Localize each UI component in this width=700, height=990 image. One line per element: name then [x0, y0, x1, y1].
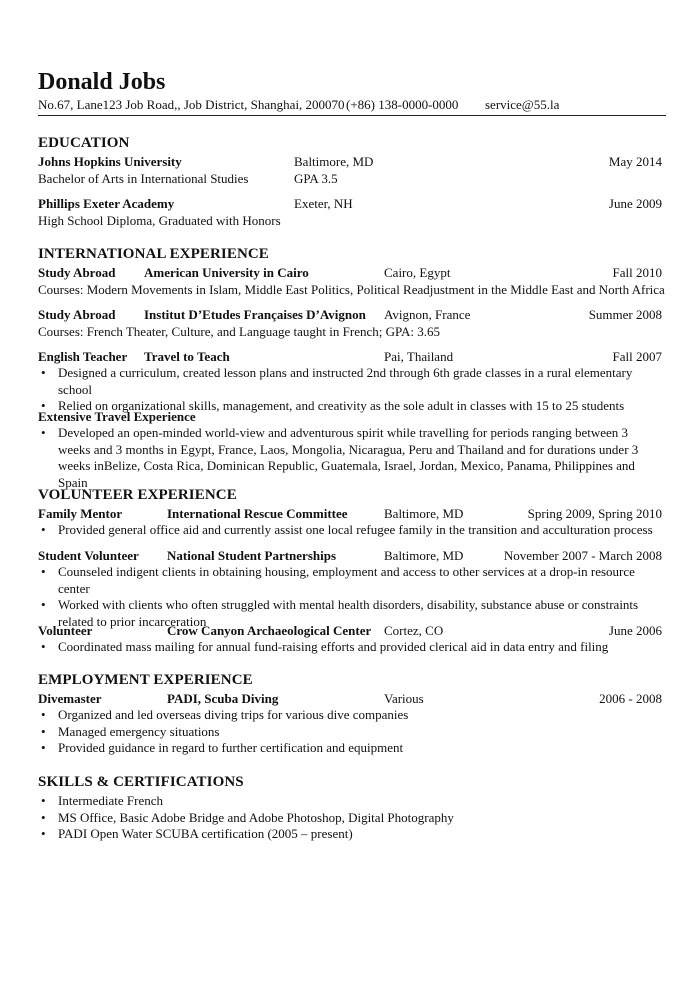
bullet-item [38, 522, 662, 539]
candidate-name: Donald Jobs [38, 69, 166, 95]
bullet-marker: • [41, 809, 46, 825]
bullet-marker: • [41, 740, 46, 755]
bullet-marker: • [41, 723, 46, 739]
entry-date: 2006 - 2008 [599, 691, 662, 706]
bullet-item [38, 826, 662, 843]
bullet-marker: • [41, 425, 46, 440]
experience-entry-row [38, 264, 662, 281]
bullet-item [38, 639, 662, 656]
bullet-text: Provided guidance in regard to further certification and equipment [58, 740, 404, 755]
entry-location: Baltimore, MD [384, 506, 464, 521]
entry-organization: International Rescue Committee [167, 506, 348, 521]
entry-role: Family Mentor [38, 506, 123, 521]
bullet-marker: • [41, 707, 46, 722]
section-title-skills: SKILLS & CERTIFICATIONS [38, 774, 244, 790]
bullet-item [38, 740, 662, 757]
entry-organization: Institut D’Etudes Françaises D’Avignon [144, 307, 366, 322]
bullet-text: Intermediate French [58, 793, 164, 808]
section-title-volunteer: VOLUNTEER EXPERIENCE [38, 487, 237, 503]
entry-role: Study Abroad [38, 265, 116, 280]
entry-location: Various [384, 691, 424, 706]
section-title-education: EDUCATION [38, 135, 130, 151]
bullet-marker: • [41, 826, 46, 841]
bullet-item [38, 707, 662, 724]
experience-entry-row [38, 505, 662, 522]
bullet-marker: • [41, 597, 46, 612]
entry-role: Divemaster [38, 691, 102, 706]
entry-date: Fall 2010 [612, 265, 662, 280]
education-entry-row [38, 195, 662, 212]
entry-location: Baltimore, MD [384, 548, 464, 563]
entry-date: June 2009 [608, 196, 662, 211]
experience-entry-row [38, 348, 662, 365]
bullet-text: Relied on organizational skills, management, and creativity as the sole adult in classes with 15 to 25 students [58, 398, 625, 413]
gpa: GPA 3.5 [294, 171, 338, 186]
bullet-marker: • [41, 564, 46, 579]
entry-organization: Crow Canyon Archaeological Center [167, 623, 372, 638]
bullet-marker: • [41, 522, 46, 537]
bullet-item [38, 425, 662, 491]
bullet-text: PADI Open Water SCUBA certification (2005 – present) [58, 826, 353, 841]
bullet-list [38, 707, 662, 757]
entry-role: Volunteer [38, 623, 93, 638]
school-name: Phillips Exeter Academy [38, 196, 175, 211]
bullet-marker: • [41, 398, 46, 413]
bullet-text: Developed an open-minded world-view and adventurous spirit while travelling for periods ranging between 3 weeks and 3 months in Egypt, France, Laos, Mongolia, Nicaragua, Peru and Thailand and for durations under 3 weeks inBelize, Costa Rica, Dominican Republic, Guatemala, Israel, Jordan, Mexico, Panama, Philippines and Spain [58, 425, 639, 490]
entry-location: Avignon, France [384, 307, 471, 322]
bullet-text: Provided general office aid and currently assist one local refugee family in the transition and acculturation process [58, 522, 653, 537]
entry-detail: Courses: Modern Movements in Islam, Middle East Politics, Political Readjustment in the Middle East and North Africa [38, 282, 665, 297]
section-title-employment: EMPLOYMENT EXPERIENCE [38, 672, 253, 688]
bullet-item [38, 793, 662, 810]
bullet-text: Managed emergency situations [58, 723, 220, 739]
experience-entry-row [38, 306, 662, 323]
experience-entry-row [38, 622, 662, 639]
education-entry-row [38, 153, 662, 170]
bullet-item [38, 564, 662, 597]
entry-date: Fall 2007 [612, 349, 662, 364]
degree: Bachelor of Arts in International Studies [38, 171, 249, 186]
experience-entry-row [38, 547, 662, 564]
bullet-text: Worked with clients who often struggled with mental health disorders, disability, substance abuse or constraints related to prior incarceration [58, 597, 639, 629]
bullet-item [38, 810, 662, 827]
bullet-list [38, 564, 662, 630]
entry-detail: Courses: French Theater, Culture, and Language taught in French; GPA: 3.65 [38, 324, 441, 339]
entry-date: November 2007 - March 2008 [503, 548, 662, 563]
entry-role: English Teacher [38, 349, 128, 364]
entry-date: Summer 2008 [588, 307, 662, 322]
bullet-text: Organized and led overseas diving trips for various dive companies [58, 707, 409, 722]
bullet-item [38, 724, 662, 741]
entry-role: Student Volunteer [38, 548, 139, 563]
degree: High School Diploma, Graduated with Honors [38, 213, 281, 228]
bullet-marker: • [41, 639, 46, 654]
bullet-text: Designed a curriculum, created lesson plans and instructed 2nd through 6th grade classes in a rural elementary school [58, 365, 633, 397]
address: No.67, Lane123 Job Road,, Job District, Shanghai, 200070 [38, 97, 345, 112]
contact-line [38, 96, 662, 114]
entry-location: Cortez, CO [384, 623, 444, 638]
entry-role: Extensive Travel Experience [38, 409, 196, 424]
entry-location: Pai, Thailand [384, 349, 454, 364]
entry-organization: Travel to Teach [144, 349, 230, 364]
entry-date: June 2006 [608, 623, 662, 638]
header-divider [38, 115, 666, 116]
school-name: Johns Hopkins University [38, 154, 182, 169]
bullet-marker: • [41, 365, 46, 380]
entry-role: Study Abroad [38, 307, 116, 322]
entry-location: Exeter, NH [294, 196, 353, 211]
bullet-text: Counseled indigent clients in obtaining housing, employment and access to other services at a drop-in resource center [58, 564, 635, 596]
bullet-text: Coordinated mass mailing for annual fund-raising efforts and provided clerical aid in data entry and filing [58, 639, 609, 654]
bullet-list [38, 425, 662, 491]
bullet-marker: • [41, 793, 46, 808]
bullet-text: MS Office, Basic Adobe Bridge and Adobe Photoshop, Digital Photography [58, 809, 454, 825]
entry-organization: National Student Partnerships [167, 548, 337, 563]
bullet-list [38, 522, 662, 539]
education-detail-row [38, 170, 662, 187]
entry-organization: PADI, Scuba Diving [167, 691, 279, 706]
email: service@55.la [485, 97, 560, 112]
section-title-international: INTERNATIONAL EXPERIENCE [38, 246, 269, 262]
phone: (+86) 138-0000-0000 [346, 97, 459, 112]
entry-location: Cairo, Egypt [384, 265, 451, 280]
bullet-list [38, 639, 662, 656]
entry-date: May 2014 [608, 154, 662, 169]
experience-entry-row [38, 408, 662, 425]
entry-organization: American University in Cairo [144, 265, 309, 280]
bullet-list [38, 793, 662, 843]
experience-entry-row [38, 690, 662, 707]
entry-location: Baltimore, MD [294, 154, 374, 169]
bullet-item [38, 365, 662, 398]
entry-date: Spring 2009, Spring 2010 [527, 506, 662, 521]
